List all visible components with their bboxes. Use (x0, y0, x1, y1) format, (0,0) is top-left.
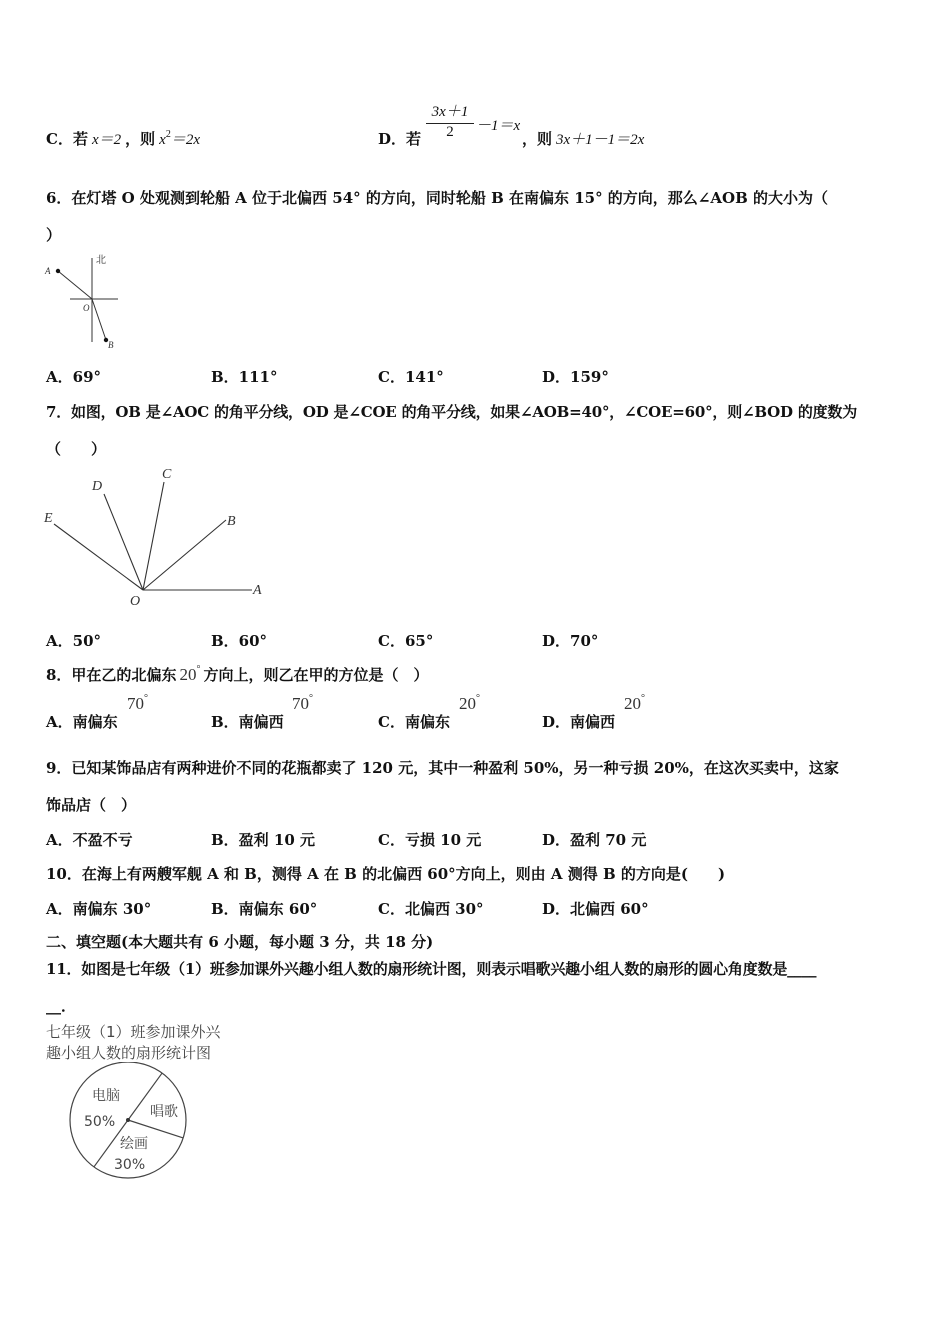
q6-label-a: A (45, 266, 51, 276)
q5-c-then: ，则 (125, 130, 156, 148)
q5-d-fraction (426, 100, 474, 141)
q6-option-b: B．111° (211, 368, 278, 386)
q5-d-label: D．若 (378, 130, 422, 148)
section2-heading: 二、填空题(本大题共有 6 小题，每小题 3 分，共 18 分) (46, 933, 434, 951)
q8-option-a: A．南偏东 (46, 713, 118, 731)
q7-label-o: O (130, 594, 141, 609)
q5-c-label: C．若 (46, 130, 88, 148)
q7-option-a: A．50° (46, 632, 102, 650)
pie-label-computer: 电脑 (92, 1088, 120, 1104)
q9-option-b: B．盈利 10 元 (211, 831, 315, 849)
q6-stem-line2: ） (46, 226, 62, 244)
q5-d-then: ，则 3x＋1－1＝2x (522, 130, 645, 148)
q11-pie-chart (60, 1062, 200, 1182)
q9-option-c: C．亏损 10 元 (378, 831, 482, 849)
q7-label-a: A (253, 583, 262, 598)
q6-point-a (56, 269, 60, 273)
q6-option-d: D．159° (542, 368, 609, 386)
q7-figure (40, 462, 270, 610)
q9-option-a: A．不盈不亏 (46, 831, 133, 849)
q11-chart-title-line1: 七年级（1）班参加课外兴 (46, 1023, 221, 1041)
q7-option-b: B．60° (211, 632, 268, 650)
q5-d-result: 3x＋1－1＝2x (556, 132, 645, 148)
q5-c-result-base: x (159, 132, 166, 148)
q8-option-d: D．南偏西 (542, 713, 616, 731)
q8-angle: 20° (179, 664, 201, 684)
q11-stem-line1: 11．如图是七年级（1）班参加课外兴趣小组人数的扇形统计图，则表示唱歌兴趣小组人数的扇形的圆心角度数是____ (46, 960, 817, 978)
q8-option-d-angle: 20° (624, 693, 645, 713)
q5-c-result-rest: ＝2x (170, 132, 200, 148)
q8-option-c: C．南偏东 (378, 713, 450, 731)
q7-option-c: C．65° (378, 632, 434, 650)
q10-option-a: A．南偏东 30° (46, 900, 152, 918)
pie-value-computer: 50% (84, 1114, 116, 1130)
q5-option-d (378, 128, 421, 149)
pie-label-drawing: 绘画 (120, 1136, 148, 1152)
q6-label-north: 北 (96, 255, 106, 266)
pie-value-drawing: 30% (114, 1157, 146, 1173)
q7-stem-line1: 7．如图，OB 是∠AOC 的角平分线，OD 是∠COE 的角平分线，如果∠AOB=40°，∠COE=60°，则∠BOD 的度数为 (46, 403, 858, 421)
q11-stem-line2: __． (46, 997, 77, 1015)
q7-label-e: E (44, 511, 53, 526)
q6-option-a: A．69° (46, 368, 102, 386)
q9-stem-line1: 9．已知某饰品店有两种进价不同的花瓶都卖了 120 元，其中一种盈利 50%，另一种亏损 20%，在这次买卖中，这家 (46, 759, 839, 777)
pie-label-singing: 唱歌 (150, 1104, 178, 1120)
q10-option-d: D．北偏西 60° (542, 900, 649, 918)
q6-label-b: B (108, 340, 114, 350)
q5-option-c (46, 128, 200, 149)
q9-stem-line2: 饰品店（ ） (46, 796, 137, 814)
q9-option-d: D．盈利 70 元 (542, 831, 647, 849)
q10-stem: 10．在海上有两艘军舰 A 和 B，测得 A 在 B 的北偏西 60°方向上，则由 A 测得 B 的方向是( ) (46, 865, 726, 883)
q8-option-b: B．南偏西 (211, 713, 284, 731)
q8-option-a-angle: 70° (127, 693, 148, 713)
q5-d-frac-denominator: 2 (446, 124, 454, 140)
q8-option-c-angle: 20° (459, 693, 480, 713)
q11-chart-title-line2: 趣小组人数的扇形统计图 (46, 1044, 212, 1062)
q7-label-c: C (162, 467, 172, 482)
q5-d-frac-rest: －1＝x (476, 118, 521, 134)
q8-stem-before: 8．甲在乙的北偏东 (46, 666, 177, 684)
pie-center-dot (126, 1118, 130, 1122)
q6-figure (40, 250, 125, 352)
q8-stem (46, 664, 428, 685)
q5-c-result-exponent: 2 (165, 129, 171, 140)
q5-d-frac-numerator: 3x＋1 (426, 100, 474, 124)
q7-label-d: D (92, 479, 103, 494)
q6-option-c: C．141° (378, 368, 444, 386)
q5-c-condition: x＝2 (91, 132, 122, 148)
q7-ray-ob (143, 520, 226, 590)
q8-option-b-angle: 70° (292, 693, 313, 713)
q7-option-d: D．70° (542, 632, 599, 650)
q6-ray-ob (92, 299, 106, 340)
q10-option-b: B．南偏东 60° (211, 900, 318, 918)
q6-label-o: O (83, 303, 90, 313)
q7-label-b: B (227, 514, 236, 529)
q7-ray-oc (143, 482, 164, 590)
q7-stem-line2: （ ） (46, 440, 107, 458)
q8-stem-after: 方向上，则乙在甲的方位是（ ） (203, 666, 429, 684)
q6-stem-line1: 6．在灯塔 O 处观测到轮船 A 位于北偏西 54° 的方向，同时轮船 B 在南偏东 15° 的方向，那么∠AOB 的大小为（ (46, 189, 828, 207)
q6-ray-oa (58, 271, 92, 299)
q10-option-c: C．北偏西 30° (378, 900, 484, 918)
